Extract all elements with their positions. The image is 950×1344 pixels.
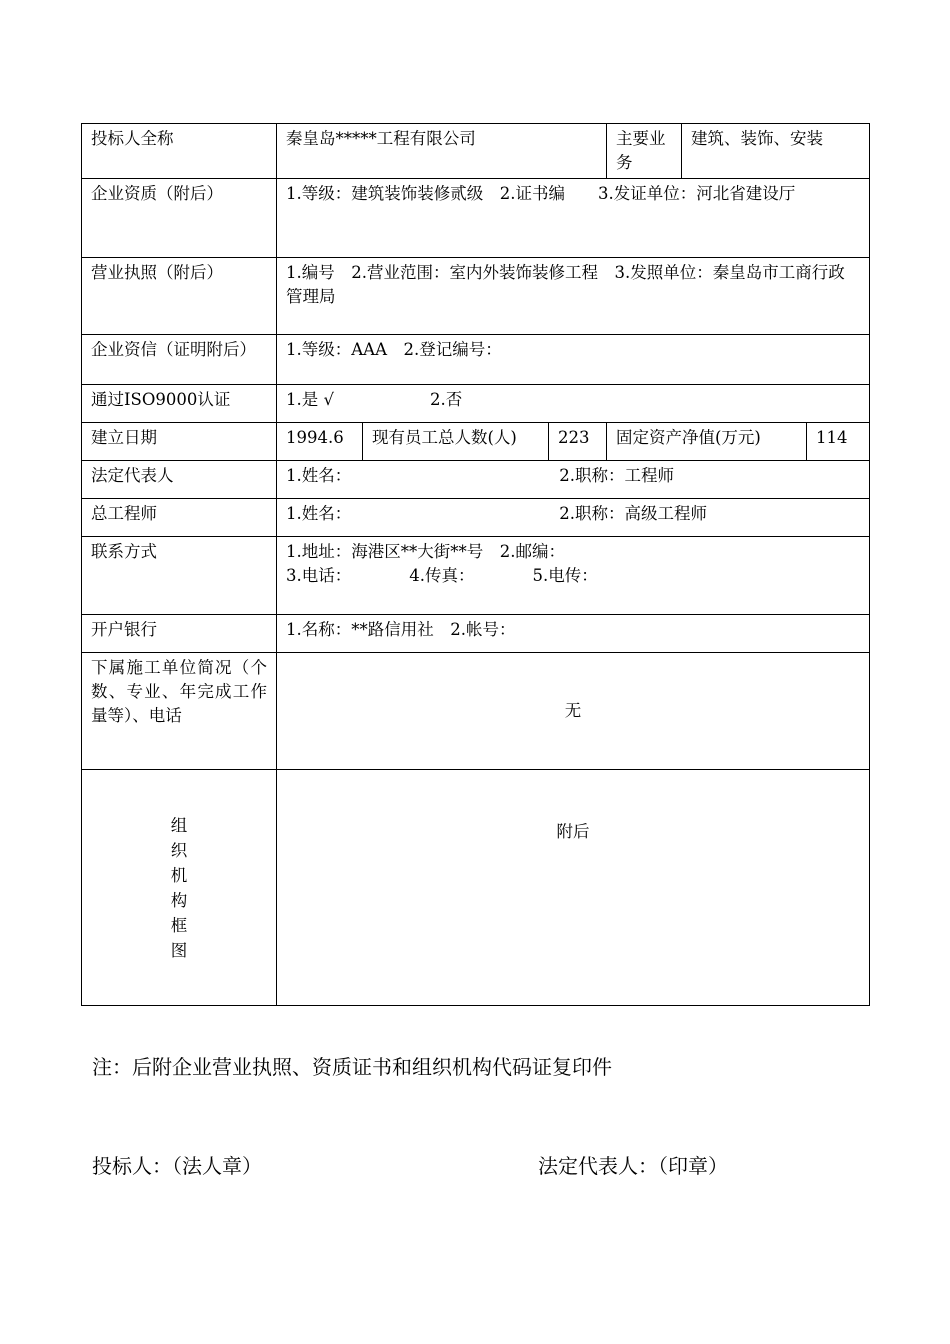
contact-line2 [286, 564, 860, 588]
org-chart-char: 织 [170, 840, 188, 860]
assets-label: 固定资产净值(万元) [607, 423, 807, 461]
org-chart-char: 机 [170, 865, 188, 885]
bank-label: 开户银行 [82, 615, 277, 653]
contact-label: 联系方式 [82, 537, 277, 615]
bidder-name-label: 投标人全称 [82, 124, 277, 179]
bidder-info-table [81, 123, 870, 1006]
credit-value: 1.等级：AAA 2.登记编号： [277, 335, 870, 385]
contact-phone: 3.电话： [286, 566, 352, 585]
qualification-value: 1.等级：建筑装饰装修贰级 2.证书编 3.发证单位：河北省建设厅 [277, 179, 870, 258]
row-credit [82, 335, 870, 385]
row-org-chart [82, 770, 870, 1006]
attachment-note: 注：后附企业营业执照、资质证书和组织机构代码证复印件 [92, 1055, 612, 1079]
founded-date: 1994.6 [277, 423, 363, 461]
bidder-name-value: 秦皇岛*****工程有限公司 [277, 124, 607, 179]
legal-rep-label: 法定代表人 [82, 461, 277, 499]
contact-fax: 4.传真： [409, 566, 475, 585]
org-chart-label-vertical [170, 813, 188, 963]
org-chart-char: 构 [170, 890, 188, 910]
bidder-signature: 投标人：（法人章） [92, 1154, 262, 1178]
legal-rep-title: 2.职称：工程师 [559, 466, 674, 485]
chief-engineer-name: 1.姓名： [286, 504, 352, 523]
staff-value: 223 [549, 423, 607, 461]
row-iso [82, 385, 870, 423]
org-chart-label [82, 770, 277, 1006]
contact-line1: 1.地址：海港区**大街**号 2.邮编： [286, 542, 565, 561]
subsidiary-label: 下属施工单位简况（个数、专业、年完成工作量等）、电话 [82, 653, 277, 770]
iso-value [277, 385, 870, 423]
staff-label: 现有员工总人数(人) [363, 423, 549, 461]
subsidiary-value: 无 [277, 653, 870, 770]
row-bidder-name [82, 124, 870, 179]
row-qualification [82, 179, 870, 258]
bank-value: 1.名称：**路信用社 2.帐号： [277, 615, 870, 653]
row-founded [82, 423, 870, 461]
license-value: 1.编号 2.营业范围：室内外装饰装修工程 3.发照单位：秦皇岛市工商行政管理局 [277, 258, 870, 335]
business-value: 建筑、装饰、安装 [682, 124, 870, 179]
row-bank [82, 615, 870, 653]
iso-yes: 1.是 √ [286, 390, 335, 409]
row-subsidiary [82, 653, 870, 770]
bidder-info-table-wrapper [81, 123, 869, 1006]
org-chart-char: 图 [170, 940, 188, 960]
row-legal-rep [82, 461, 870, 499]
founded-label: 建立日期 [82, 423, 277, 461]
legal-rep-name: 1.姓名： [286, 466, 352, 485]
chief-engineer-value [277, 499, 870, 537]
org-chart-char: 框 [170, 915, 188, 935]
chief-engineer-label: 总工程师 [82, 499, 277, 537]
row-contact [82, 537, 870, 615]
legal-rep-value [277, 461, 870, 499]
iso-label: 通过ISO9000认证 [82, 385, 277, 423]
contact-telex: 5.电传： [532, 566, 598, 585]
contact-value [277, 537, 870, 615]
assets-value: 114 [807, 423, 870, 461]
credit-label: 企业资信（证明附后） [82, 335, 277, 385]
license-label: 营业执照（附后） [82, 258, 277, 335]
org-chart-char: 组 [170, 815, 188, 835]
legal-rep-signature: 法定代表人：（印章） [538, 1154, 728, 1178]
business-label: 主要业务 [607, 124, 682, 179]
row-license [82, 258, 870, 335]
org-chart-value: 附后 [277, 770, 870, 1006]
row-chief-engineer [82, 499, 870, 537]
iso-no: 2.否 [430, 390, 463, 409]
chief-engineer-title: 2.职称：高级工程师 [559, 504, 707, 523]
qualification-label: 企业资质（附后） [82, 179, 277, 258]
